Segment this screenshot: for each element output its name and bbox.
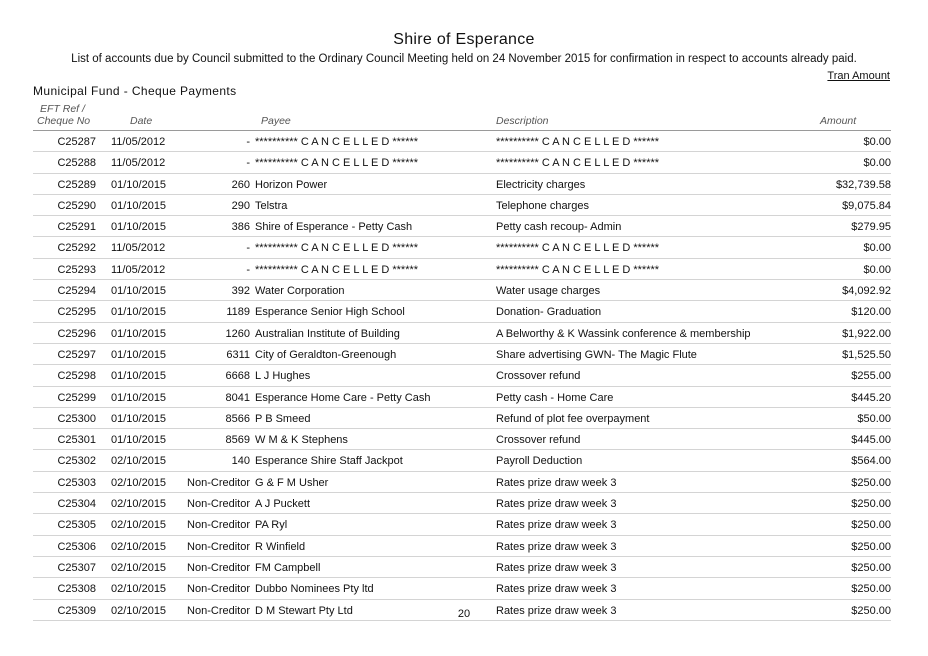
date-cell: 02/10/2015 (111, 498, 167, 511)
description-cell: Petty cash recoup- Admin (496, 221, 622, 234)
table-row (33, 281, 891, 301)
amount-cell: $1,922.00 (842, 327, 891, 340)
creditor-code-cell: 1189 (226, 306, 250, 319)
description-cell: Rates prize draw week 3 (496, 540, 617, 553)
cheque-no-cell: C25305 (57, 519, 96, 532)
tran-amount-label: Tran Amount (827, 70, 890, 82)
amount-cell: $250.00 (851, 476, 891, 489)
payee-cell: A J Puckett (255, 498, 311, 511)
payee-cell: FM Campbell (255, 561, 321, 574)
description-cell: Rates prize draw week 3 (496, 476, 617, 489)
description-cell: Rates prize draw week 3 (496, 583, 617, 596)
payee-cell: L J Hughes (255, 370, 311, 383)
table-row (33, 132, 891, 152)
header-date: Date (130, 115, 153, 127)
payee-cell: ********** C A N C E L L E D ****** (255, 157, 419, 170)
payee-cell: P B Smeed (255, 412, 311, 425)
cheque-no-cell: C25296 (57, 327, 96, 340)
date-cell: 01/10/2015 (111, 178, 167, 191)
description-cell: ********** C A N C E L L E D ****** (496, 263, 660, 276)
table-row (33, 409, 891, 429)
cheque-no-cell: C25293 (57, 263, 96, 276)
date-cell: 01/10/2015 (111, 327, 167, 340)
cheque-no-cell: C25308 (57, 583, 96, 596)
creditor-code-cell: 8569 (225, 434, 250, 447)
description-cell: A Belworthy & K Wassink conference & membership (496, 327, 751, 340)
amount-cell: $32,739.58 (835, 178, 891, 191)
description-cell: Donation- Graduation (496, 306, 602, 319)
table-row (33, 153, 891, 173)
date-cell: 02/10/2015 (111, 455, 167, 468)
amount-cell: $0.00 (863, 136, 891, 148)
amount-cell: $9,075.84 (842, 199, 891, 212)
cheque-no-cell: C25297 (57, 348, 96, 361)
payee-cell: Esperance Shire Staff Jackpot (255, 455, 403, 468)
creditor-code-cell: Non-Creditor (187, 540, 250, 553)
table-row (33, 324, 891, 344)
description-cell: Refund of plot fee overpayment (496, 412, 650, 425)
description-cell: Rates prize draw week 3 (496, 519, 617, 532)
header-eft-ref: EFT Ref / (40, 103, 85, 115)
creditor-code-cell: Non-Creditor (187, 561, 250, 574)
cheque-no-cell: C25306 (57, 540, 96, 553)
payee-cell: City of Geraldton-Greenough (255, 348, 397, 361)
creditor-code-cell: 6668 (225, 370, 250, 383)
payee-cell: Horizon Power (255, 178, 328, 191)
amount-cell: $445.00 (851, 434, 891, 447)
amount-cell: $0.00 (863, 157, 891, 170)
amount-cell: $250.00 (851, 540, 891, 553)
cheque-no-cell: C25300 (57, 412, 96, 425)
table-row (33, 345, 891, 365)
cheque-no-cell: C25304 (57, 498, 96, 511)
description-cell: Crossover refund (496, 434, 581, 447)
cheque-no-cell: C25294 (57, 285, 96, 298)
header-amount: Amount (820, 115, 857, 127)
creditor-code-cell: - (246, 157, 250, 170)
payee-cell: R Winfield (255, 540, 306, 553)
creditor-code-cell: 1260 (225, 327, 250, 340)
amount-cell: $250.00 (851, 519, 891, 532)
table-row (33, 302, 891, 322)
description-cell: Water usage charges (496, 285, 601, 298)
cheque-no-cell: C25290 (57, 199, 96, 212)
cheque-no-cell: C25307 (57, 561, 96, 574)
creditor-code-cell: - (246, 136, 250, 148)
table-row (33, 579, 891, 599)
creditor-code-cell: Non-Creditor (187, 583, 250, 596)
payee-cell: PA Ryl (255, 519, 288, 532)
table-row (33, 537, 891, 557)
page-number: 20 (457, 608, 471, 620)
amount-cell: $120.00 (851, 306, 891, 319)
date-cell: 01/10/2015 (111, 434, 167, 447)
amount-cell: $0.00 (863, 263, 891, 276)
description-cell: Share advertising GWN- The Magic Flute (496, 348, 697, 361)
description-cell: Rates prize draw week 3 (496, 604, 617, 617)
date-cell: 01/10/2015 (111, 285, 167, 298)
document-subtitle: List of accounts due by Council submitted to the Ordinary Council Meeting held on 24 November 2015 for confirmation in respect to accounts already paid. (71, 53, 857, 65)
cheque-no-cell: C25295 (57, 306, 96, 319)
date-cell: 02/10/2015 (111, 476, 167, 489)
cheque-no-cell: C25309 (57, 604, 96, 617)
amount-cell: $445.20 (851, 391, 891, 404)
payee-cell: Shire of Esperance - Petty Cash (255, 221, 413, 234)
fund-heading: Municipal Fund - Cheque Payments (33, 84, 237, 98)
creditor-code-cell: - (246, 263, 250, 276)
date-cell: 11/05/2012 (111, 242, 166, 255)
creditor-code-cell: Non-Creditor (187, 604, 250, 617)
date-cell: 02/10/2015 (111, 561, 167, 574)
description-cell: Crossover refund (496, 370, 581, 383)
creditor-code-cell: 140 (231, 455, 250, 468)
creditor-code-cell: 392 (231, 285, 250, 298)
amount-cell: $564.00 (851, 455, 891, 468)
creditor-code-cell: Non-Creditor (187, 476, 250, 489)
description-cell: Rates prize draw week 3 (496, 561, 617, 574)
table-row (33, 451, 891, 471)
description-cell: Payroll Deduction (496, 455, 583, 468)
description-cell: ********** C A N C E L L E D ****** (496, 157, 660, 170)
table-row (33, 558, 891, 578)
cheque-no-cell: C25303 (57, 476, 96, 489)
description-cell: Rates prize draw week 3 (496, 498, 617, 511)
cheque-no-cell: C25298 (57, 370, 96, 383)
date-cell: 01/10/2015 (111, 412, 167, 425)
amount-cell: $1,525.50 (842, 348, 891, 361)
description-cell: Electricity charges (496, 178, 586, 191)
header-payee: Payee (261, 115, 291, 127)
table-row (33, 260, 891, 280)
amount-cell: $50.00 (857, 412, 891, 425)
creditor-code-cell: 8041 (225, 391, 250, 404)
table-row (33, 238, 891, 258)
amount-cell: $250.00 (851, 583, 891, 596)
date-cell: 02/10/2015 (111, 519, 167, 532)
payee-cell: Telstra (255, 199, 288, 212)
description-cell: Petty cash - Home Care (496, 391, 614, 404)
amount-cell: $255.00 (851, 370, 891, 383)
creditor-code-cell: 386 (231, 221, 250, 234)
creditor-code-cell: 290 (231, 199, 250, 212)
creditor-code-cell: Non-Creditor (187, 519, 250, 532)
date-cell: 01/10/2015 (111, 221, 167, 234)
date-cell: 11/05/2012 (111, 263, 166, 276)
table-row (33, 217, 891, 237)
cheque-no-cell: C25287 (57, 136, 96, 148)
cheque-no-cell: C25301 (57, 434, 96, 447)
table-row (33, 473, 891, 493)
cheque-no-cell: C25299 (57, 391, 96, 404)
date-cell: 01/10/2015 (111, 370, 167, 383)
table-row (33, 388, 891, 408)
date-cell: 01/10/2015 (111, 391, 167, 404)
date-cell: 01/10/2015 (111, 199, 167, 212)
creditor-code-cell: 6311 (226, 348, 250, 361)
date-cell: 01/10/2015 (111, 348, 167, 361)
description-cell: ********** C A N C E L L E D ****** (496, 136, 660, 148)
description-cell: Telephone charges (496, 199, 589, 212)
document-title: Shire of Esperance (393, 31, 535, 48)
table-row (33, 515, 891, 535)
table-row (33, 366, 891, 386)
amount-cell: $250.00 (851, 604, 891, 617)
date-cell: 01/10/2015 (111, 306, 167, 319)
creditor-code-cell: Non-Creditor (187, 498, 250, 511)
cheque-no-cell: C25292 (57, 242, 96, 255)
amount-cell: $250.00 (851, 561, 891, 574)
date-cell: 11/05/2012 (111, 136, 166, 148)
payee-cell: ********** C A N C E L L E D ****** (255, 242, 419, 255)
payee-cell: G & F M Usher (255, 476, 329, 489)
payee-cell: Esperance Home Care - Petty Cash (255, 391, 431, 404)
header-cheque-no: Cheque No (37, 115, 91, 127)
table-row (33, 430, 891, 450)
payee-cell: Esperance Senior High School (255, 306, 405, 319)
header-description: Description (496, 115, 549, 127)
cheque-no-cell: C25288 (57, 157, 96, 170)
payee-cell: D M Stewart Pty Ltd (255, 604, 353, 617)
creditor-code-cell: - (246, 242, 250, 255)
date-cell: 02/10/2015 (111, 540, 167, 553)
creditor-code-cell: 8566 (225, 412, 250, 425)
amount-cell: $0.00 (863, 242, 891, 255)
date-cell: 02/10/2015 (111, 583, 167, 596)
date-cell: 02/10/2015 (111, 604, 167, 617)
date-cell: 11/05/2012 (111, 157, 166, 170)
table-row (33, 494, 891, 514)
payee-cell: ********** C A N C E L L E D ****** (255, 263, 419, 276)
table-row (33, 175, 891, 195)
payee-cell: ********** C A N C E L L E D ****** (255, 136, 419, 148)
amount-cell: $250.00 (851, 498, 891, 511)
payee-cell: W M & K Stephens (255, 434, 348, 447)
payments-table (0, 132, 928, 622)
cheque-no-cell: C25291 (57, 221, 96, 234)
header-rule (33, 130, 891, 131)
payee-cell: Australian Institute of Building (255, 327, 400, 340)
payee-cell: Dubbo Nominees Pty ltd (255, 583, 374, 596)
cheque-no-cell: C25302 (57, 455, 96, 468)
description-cell: ********** C A N C E L L E D ****** (496, 242, 660, 255)
cheque-no-cell: C25289 (57, 178, 96, 191)
payee-cell: Water Corporation (255, 285, 345, 298)
amount-cell: $279.95 (851, 221, 891, 234)
table-row (33, 196, 891, 216)
creditor-code-cell: 260 (231, 178, 250, 191)
amount-cell: $4,092.92 (842, 285, 891, 298)
